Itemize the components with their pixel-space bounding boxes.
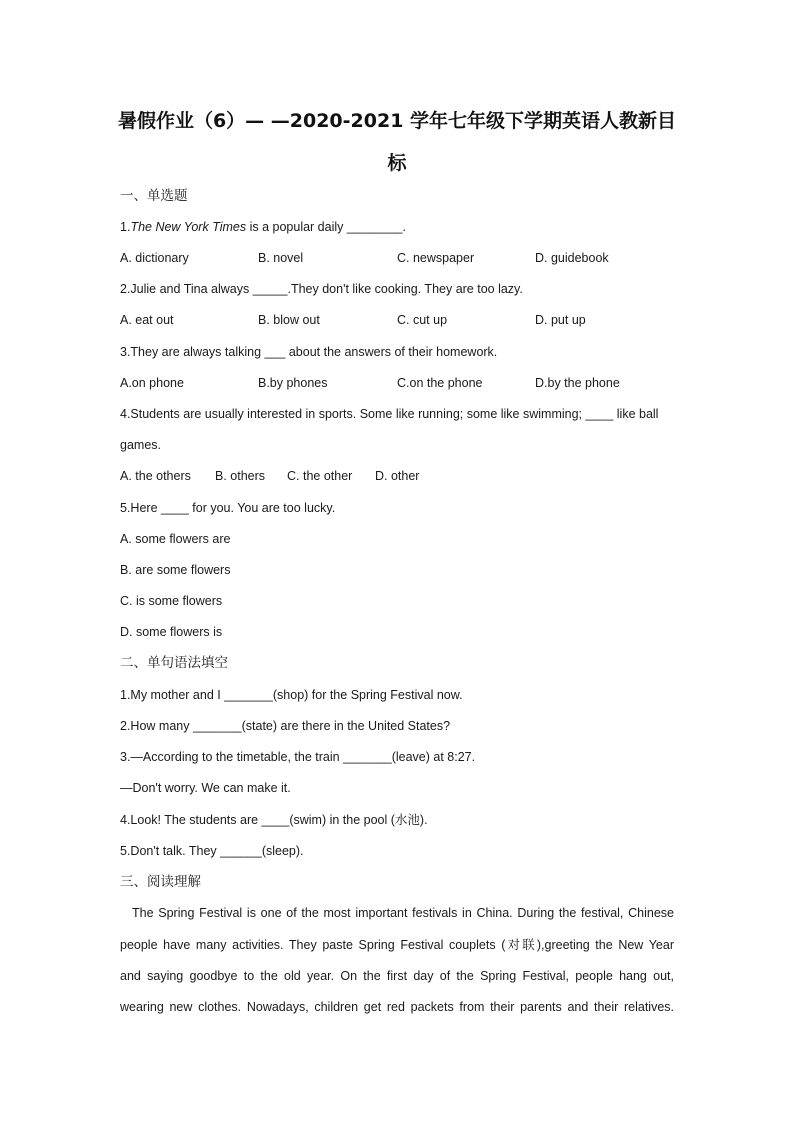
- grammar-item-4: 4.Look! The students are ____(swim) in the pool (水池).: [120, 813, 428, 827]
- q2-option-a: A. eat out: [120, 313, 174, 327]
- q3-option-a: A.on phone: [120, 376, 184, 390]
- q5-option-d: D. some flowers is: [120, 625, 223, 639]
- question-2: 2.Julie and Tina always _____.They don't like cooking. They are too lazy.: [120, 282, 523, 296]
- reading-line-2: people have many activities. They paste Spring Festival couplets (对联),greeting the New Year: [120, 938, 674, 952]
- grammar-item-5: 5.Don't talk. They ______(sleep).: [120, 844, 304, 858]
- q2-option-b: B. blow out: [258, 313, 320, 327]
- document-title-line1: 暑假作业（6）— —2020-2021 学年七年级下学期英语人教新目: [117, 110, 677, 132]
- question-5: 5.Here ____ for you. You are too lucky.: [120, 501, 336, 515]
- reading-line-4: wearing new clothes. Nowadays, children get red packets from their parents and their relatives.: [120, 1000, 674, 1014]
- q4-option-a: A. the others: [120, 469, 191, 483]
- document-title-line2: 标: [387, 152, 407, 174]
- q1-option-a: A. dictionary: [120, 251, 189, 265]
- question-1: [120, 219, 406, 235]
- q5-option-b: B. are some flowers: [120, 563, 231, 577]
- reading-line-3: and saying goodbye to the old year. On the first day of the Spring Festival, people hang out,: [120, 969, 674, 983]
- q3-option-b: B.by phones: [258, 376, 328, 390]
- reading-line-1: The Spring Festival is one of the most important festivals in China. During the festival, Chinese: [132, 906, 674, 920]
- question-1-number: 1.: [120, 220, 131, 234]
- grammar-item-1: 1.My mother and I _______(shop) for the Spring Festival now.: [120, 688, 463, 702]
- grammar-item-3: 3.—According to the timetable, the train _______(leave) at 8:27.: [120, 750, 476, 764]
- section-heading-single-choice: 一、单选题: [120, 188, 188, 204]
- q2-option-c: C. cut up: [397, 313, 448, 327]
- q4-option-d: D. other: [375, 469, 420, 483]
- question-3: 3.They are always talking ___ about the answers of their homework.: [120, 345, 498, 359]
- grammar-item-2: 2.How many _______(state) are there in the United States?: [120, 719, 451, 733]
- section-heading-grammar: 二、单句语法填空: [120, 655, 228, 671]
- q4-option-b: B. others: [215, 469, 266, 483]
- section-heading-reading: 三、阅读理解: [120, 874, 201, 890]
- question-4-line2: games.: [120, 438, 161, 452]
- question-1-text: is a popular daily ________.: [246, 220, 406, 234]
- q3-option-c: C.on the phone: [397, 376, 483, 390]
- q5-option-a: A. some flowers are: [120, 532, 231, 546]
- q1-option-b: B. novel: [258, 251, 304, 265]
- q2-option-d: D. put up: [535, 313, 586, 327]
- question-1-italic-title: The New York Times: [130, 220, 247, 234]
- q1-option-d: D. guidebook: [535, 251, 609, 265]
- question-4-line1: 4.Students are usually interested in sports. Some like running; some like swimming; ____ like ball: [120, 407, 659, 421]
- q1-option-c: C. newspaper: [397, 251, 475, 265]
- grammar-item-3-reply: —Don't worry. We can make it.: [120, 781, 291, 795]
- q3-option-d: D.by the phone: [535, 376, 620, 390]
- q4-option-c: C. the other: [287, 469, 353, 483]
- q5-option-c: C. is some flowers: [120, 594, 223, 608]
